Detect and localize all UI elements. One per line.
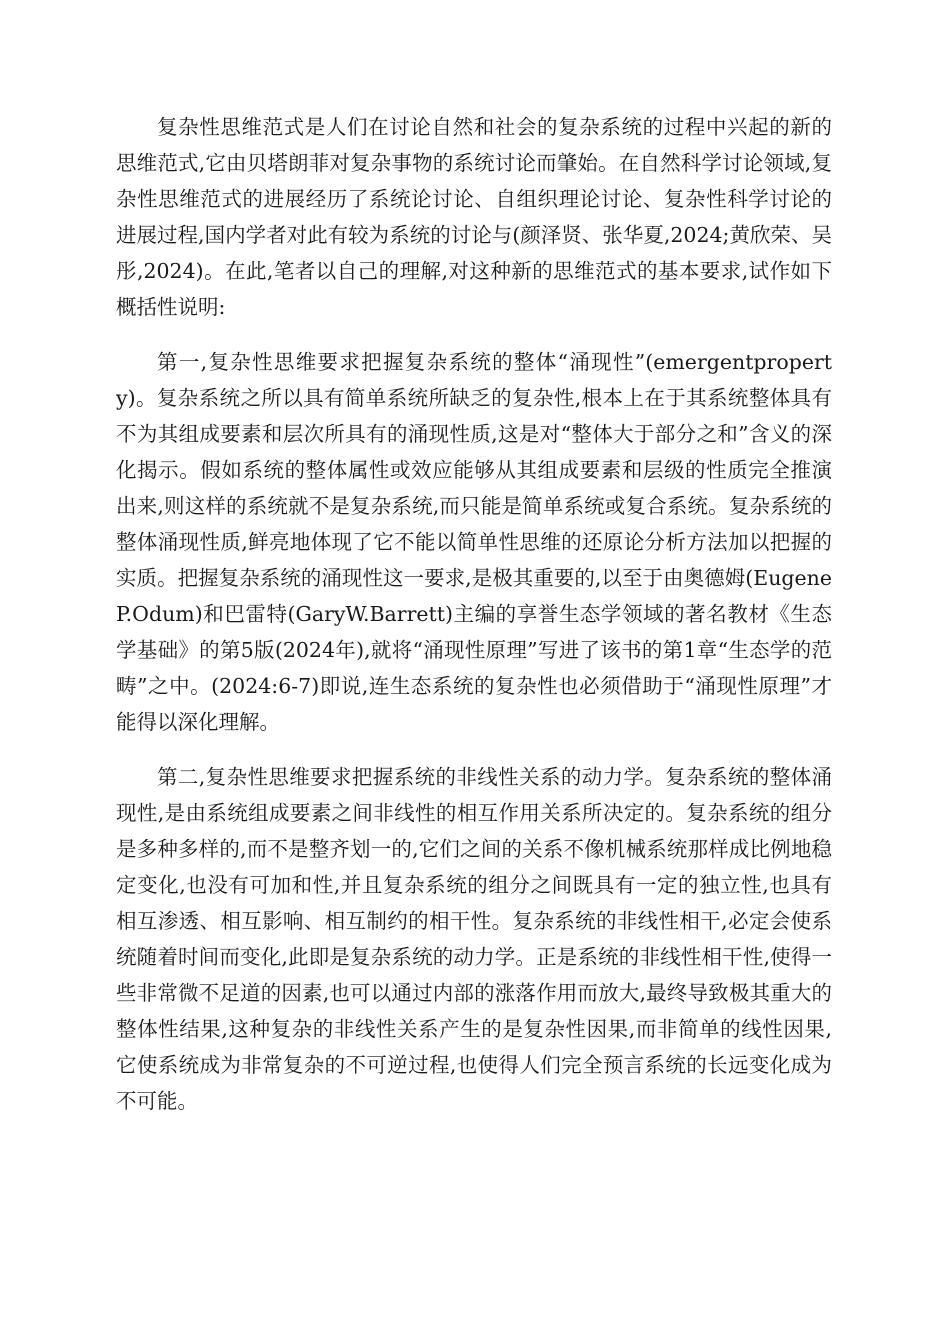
document-body	[116, 109, 832, 1119]
paragraph-second-point: 第二,复杂性思维要求把握系统的非线性关系的动力学。复杂系统的整体涌现性,是由系统组成要素之间非线性的相互作用关系所决定的。复杂系统的组分是多种多样的,而不是整齐划一的,它们之间的关系不像机械系统那样成比例地稳定变化,也没有可加和性,并且复杂系统的组分之间既具有一定的独立性,也具有相互渗透、相互影响、相互制约的相干性。复杂系统的非线性相干,必定会使系统随着时间而变化,此即是复杂系统的动力学。正是系统的非线性相干性,使得一些非常微不足道的因素,也可以通过内部的涨落作用而放大,最终导致极其重大的整体性结果,这种复杂的非线性关系产生的是复杂性因果,而非简单的线性因果,它使系统成为非常复杂的不可逆过程,也使得人们完全预言系统的长远变化成为不可能。	[116, 765, 832, 1113]
paragraph-intro: 复杂性思维范式是人们在讨论自然和社会的复杂系统的过程中兴起的新的思维范式,它由贝塔朗菲对复杂事物的系统讨论而肇始。在自然科学讨论领域,复杂性思维范式的进展经历了系统论讨论、自组织理论讨论、复杂性科学讨论的进展过程,国内学者对此有较为系统的讨论与(颜泽贤、张华夏,2024;黄欣荣、吴彤,2024)。在此,笔者以自己的理解,对这种新的思维范式的基本要求,试作如下概括性说明:	[116, 115, 832, 319]
paragraph-first-point: 第一,复杂性思维要求把握复杂系统的整体“涌现性”(emergentproperty)。复杂系统之所以具有简单系统所缺乏的复杂性,根本上在于其系统整体具有不为其组成要素和层次所具有的涌现性质,这是对“整体大于部分之和”含义的深化揭示。假如系统的整体属性或效应能够从其组成要素和层级的性质完全推演出来,则这样的系统就不是复杂系统,而只能是简单系统或复合系统。复杂系统的整体涌现性质,鲜亮地体现了它不能以简单性思维的还原论分析方法加以把握的实质。把握复杂系统的涌现性这一要求,是极其重要的,以至于由奥德姆(EugeneP.Odum)和巴雷特(GaryW.Barrett)主编的享誉生态学领域的著名教材《生态学基础》的第5版(2024年),就将“涌现性原理”写进了该书的第1章“生态学的范畴”之中。(2024:6-7)即说,连生态系统的复杂性也必须借助于“涌现性原理”才能得以深化理解。	[116, 350, 832, 734]
